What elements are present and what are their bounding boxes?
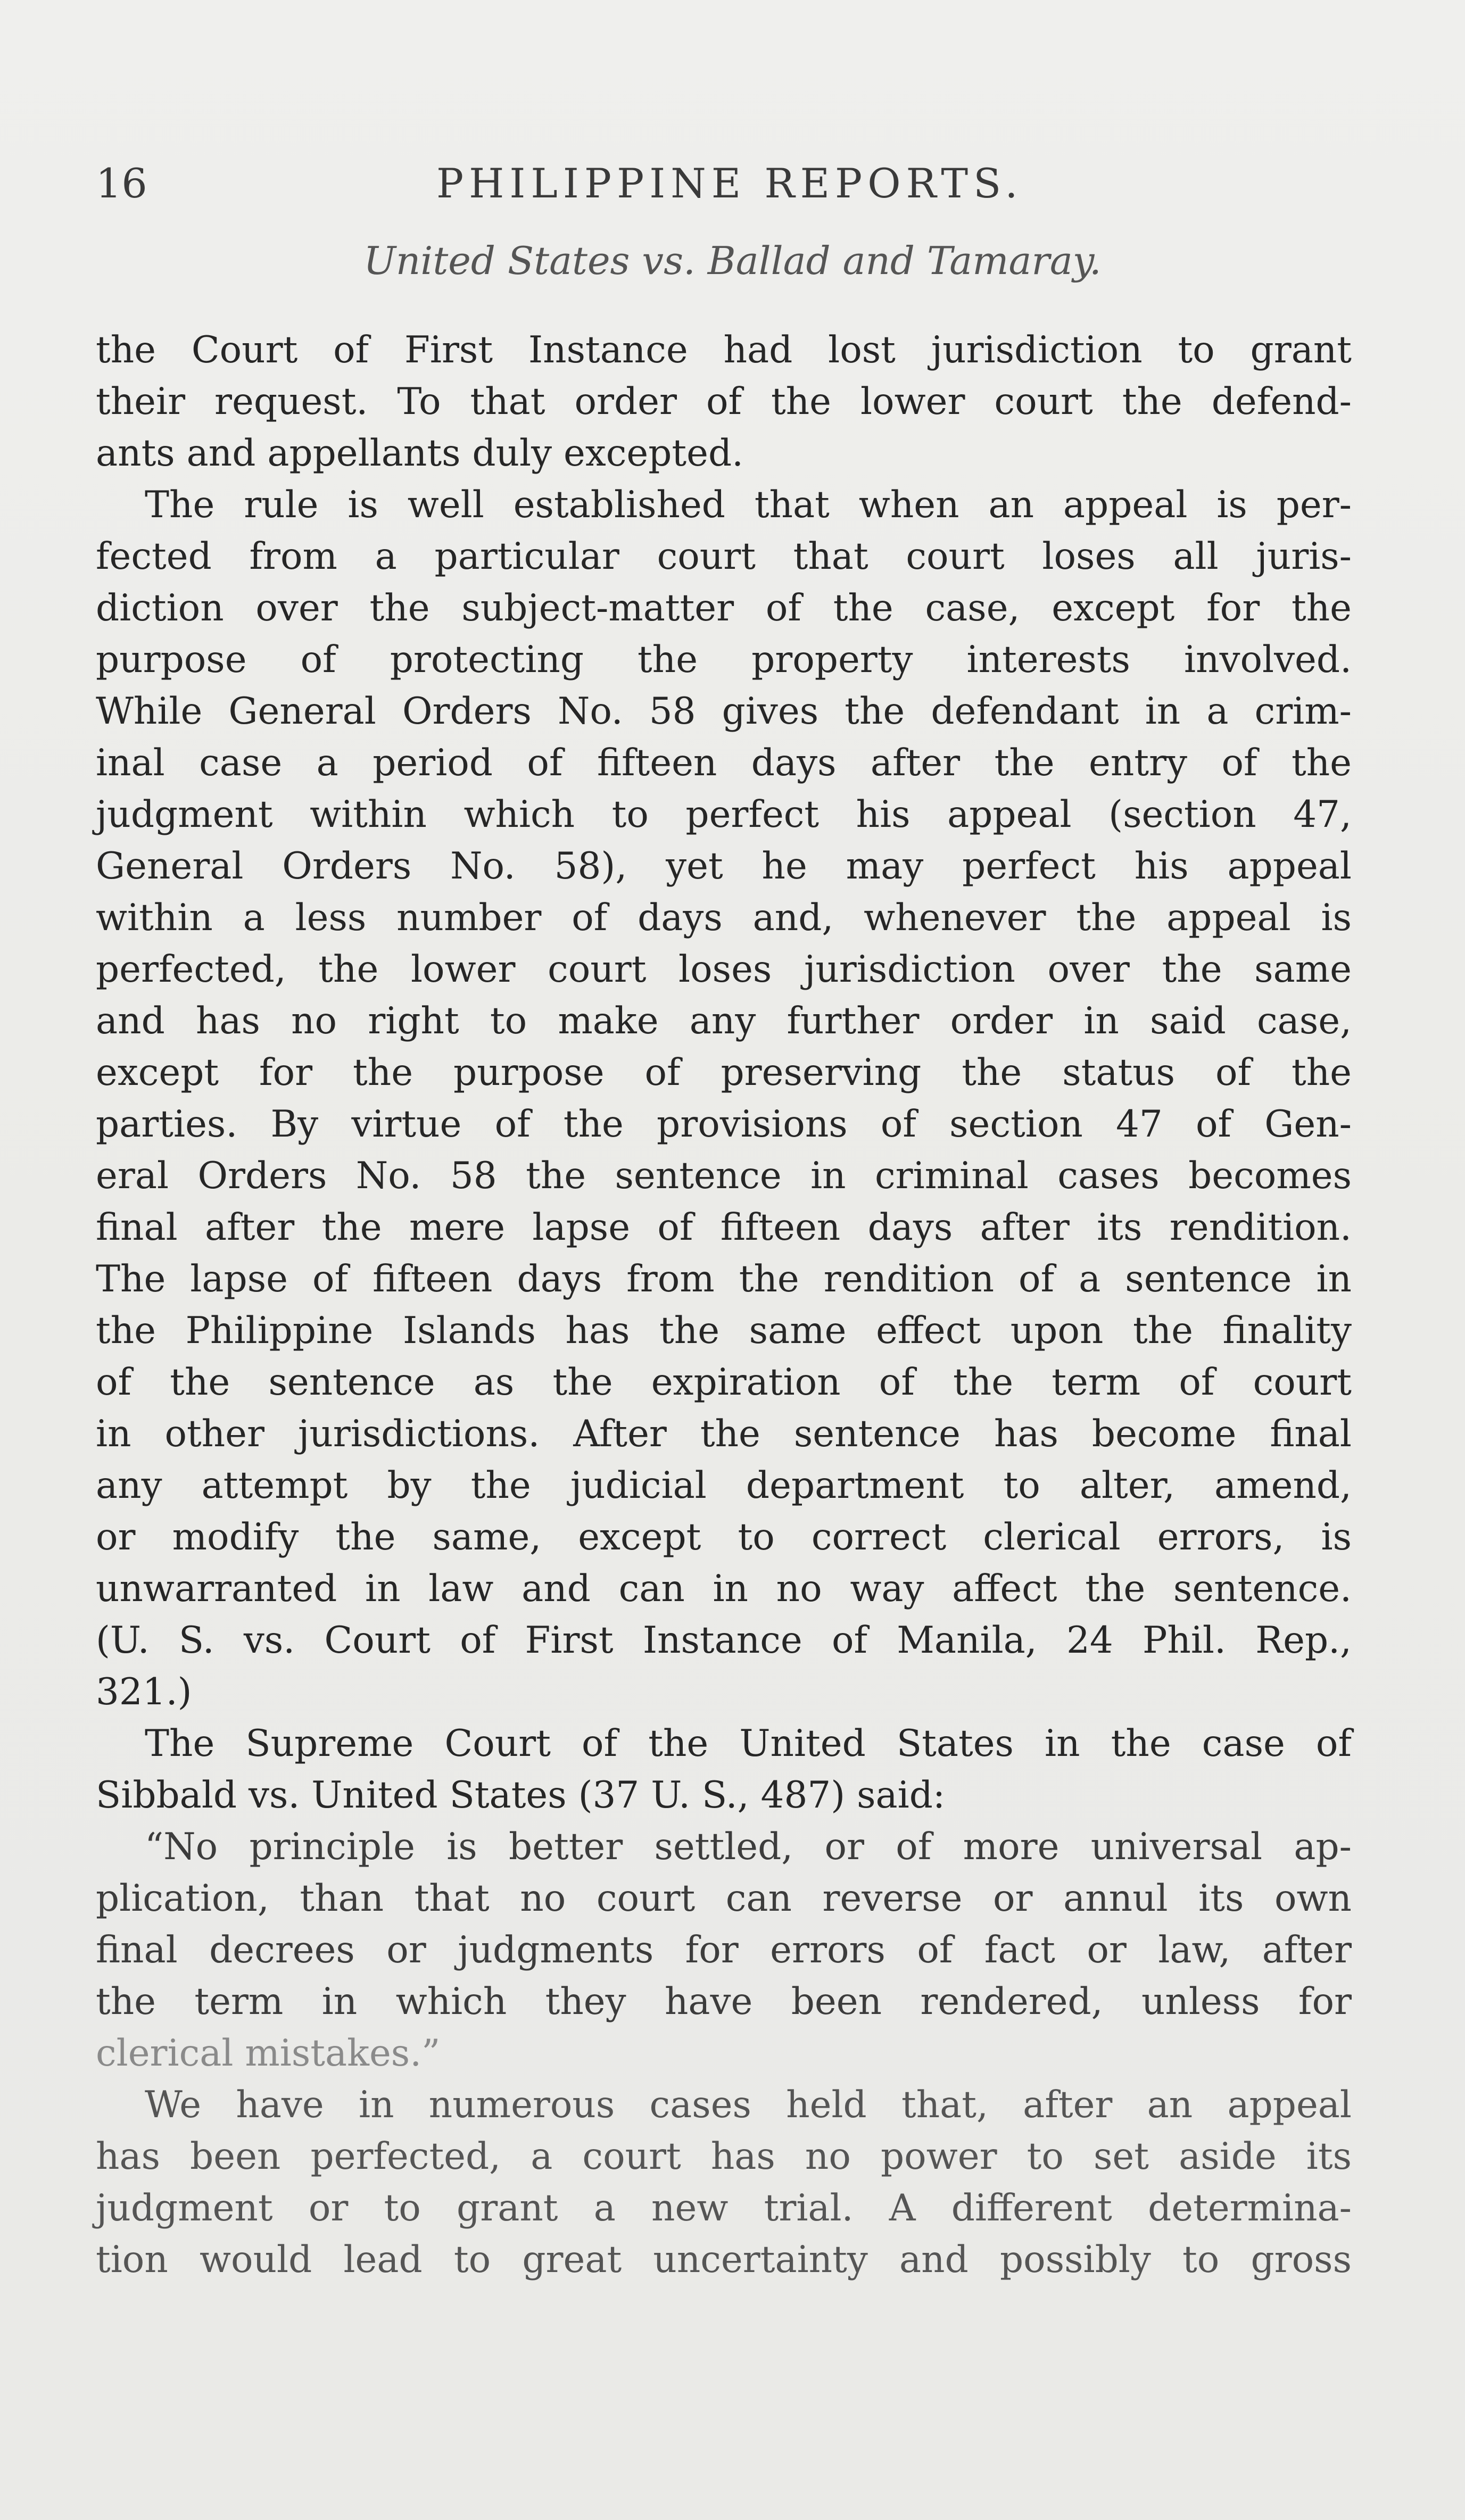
- paragraph-5: [96, 2079, 1352, 2286]
- paragraph-2: [96, 479, 1352, 1718]
- text-line: of the sentence as the expiration of the term of court: [96, 1361, 1352, 1404]
- text-line: “No principle is better settled, or of more universal ap-: [145, 1826, 1352, 1868]
- text-line: purpose of protecting the property interests involved.: [96, 639, 1352, 681]
- text-line: has been perfected, a court has no power to set aside its: [96, 2135, 1352, 2178]
- running-title: PHILIPPINE REPORTS.: [436, 160, 1023, 207]
- text-line: the Court of First Instance had lost jurisdiction to grant: [96, 329, 1352, 371]
- paragraph-4-quotation: [96, 1821, 1352, 2079]
- text-line: judgment within which to perfect his appeal (section 47,: [96, 793, 1352, 836]
- text-line: the Philippine Islands has the same effect upon the finality: [96, 1309, 1352, 1352]
- paragraph-3: [96, 1718, 1352, 1821]
- text-line: unwarranted in law and can in no way affect the sentence.: [96, 1568, 1352, 1610]
- text-line: judgment or to grant a new trial. A different determina-: [96, 2187, 1352, 2229]
- text-line: final after the mere lapse of fifteen days after its rendition.: [96, 1206, 1352, 1249]
- text-line: clerical mistakes.”: [96, 2032, 441, 2075]
- text-line: While General Orders No. 58 gives the defendant in a crim-: [96, 690, 1352, 733]
- page-number: 16: [96, 160, 147, 207]
- text-line: The lapse of fifteen days from the rendition of a sentence in: [96, 1258, 1352, 1300]
- text-line: within a less number of days and, whenever the appeal is: [96, 897, 1352, 939]
- text-line: (U. S. vs. Court of First Instance of Manila, 24 Phil. Rep.,: [96, 1619, 1352, 1662]
- paragraph-1: [96, 325, 1352, 479]
- page-header: [96, 154, 1362, 213]
- text-line: The rule is well established that when an appeal is per-: [145, 484, 1352, 526]
- text-line: plication, than that no court can reverse or annul its own: [96, 1877, 1352, 1920]
- text-line: final decrees or judgments for errors of fact or law, after: [96, 1929, 1352, 1971]
- text-line: their request. To that order of the lower court the defend-: [96, 380, 1352, 423]
- text-line: perfected, the lower court loses jurisdiction over the same: [96, 948, 1352, 991]
- text-line: any attempt by the judicial department to alter, amend,: [96, 1464, 1352, 1507]
- text-line: The Supreme Court of the United States in the case of: [145, 1722, 1352, 1765]
- text-line: tion would lead to great uncertainty and possibly to gross: [96, 2239, 1352, 2281]
- text-line: inal case a period of fifteen days after the entry of the: [96, 742, 1352, 784]
- text-line: except for the purpose of preserving the status of the: [96, 1051, 1352, 1094]
- case-caption: United States vs. Ballad and Tamaray.: [363, 238, 1102, 283]
- text-line: or modify the same, except to correct clerical errors, is: [96, 1516, 1352, 1559]
- body-text: [96, 325, 1352, 2286]
- text-line: the term in which they have been rendered, unless for: [96, 1980, 1352, 2023]
- text-line: fected from a particular court that court loses all juris-: [96, 535, 1352, 578]
- text-line: parties. By virtue of the provisions of section 47 of Gen-: [96, 1103, 1352, 1146]
- text-line: diction over the subject-matter of the case, except for the: [96, 587, 1352, 629]
- text-line: 321.): [96, 1671, 192, 1713]
- text-line: and has no right to make any further order in said case,: [96, 1000, 1352, 1042]
- text-line: ants and appellants duly excepted.: [96, 432, 744, 475]
- text-line: Sibbald vs. United States (37 U. S., 487) said:: [96, 1774, 946, 1817]
- text-line: General Orders No. 58), yet he may perfect his appeal: [96, 845, 1352, 888]
- text-line: We have in numerous cases held that, after an appeal: [145, 2084, 1352, 2126]
- text-line: in other jurisdictions. After the sentence has become final: [96, 1413, 1352, 1455]
- text-line: eral Orders No. 58 the sentence in criminal cases becomes: [96, 1155, 1352, 1197]
